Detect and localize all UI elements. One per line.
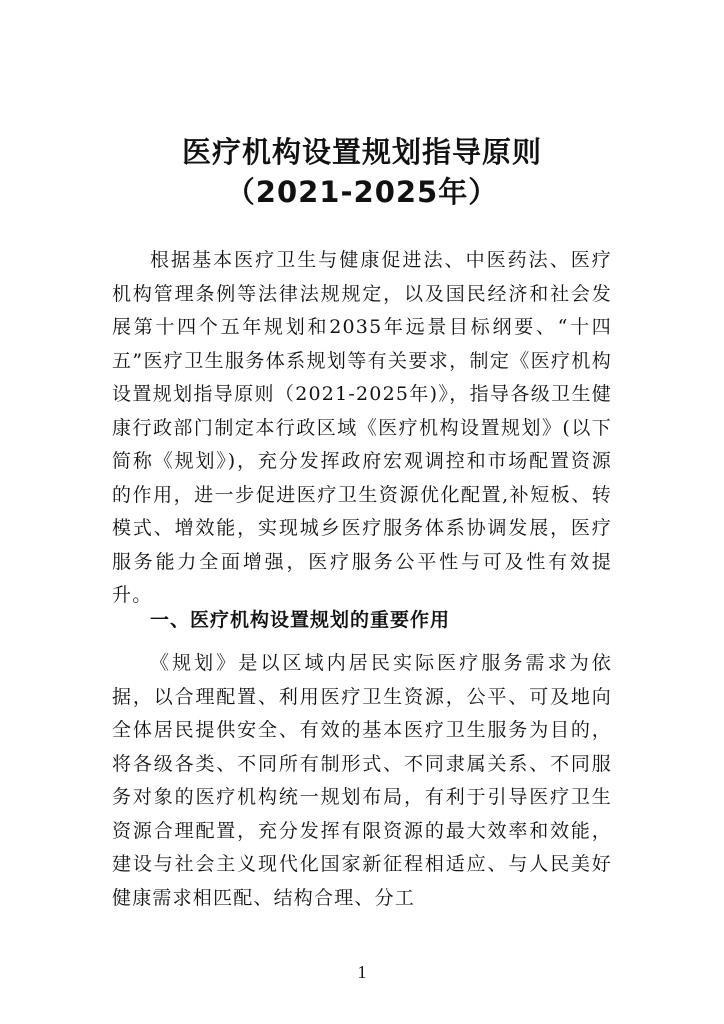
section-heading: 一、医疗机构设置规划的重要作用 — [150, 609, 451, 631]
document-subtitle: （2021-2025年） — [225, 175, 499, 209]
section-paragraph: 《规划》是以区域内居民实际医疗服务需求为依据，以合理配置、利用医疗卫生资源，公平、可及地向全体居民提供安全、有效的基本医疗卫生服务为目的，将各级各类、不同所有制形式、不同隶属关系、不同服务对象的医疗机构统一规划布局，有利于引导医疗卫生资源合理配置，充分发挥有限资源的最大效率和效能，建设与社会主义现代化国家新征程相适应、与人民美好健康需求相匹配、结构合理、分工 — [112, 652, 612, 909]
intro-paragraph: 根据基本医疗卫生与健康促进法、中医药法、医疗机构管理条例等法律法规规定，以及国民经济和社会发展第十四个五年规划和2035年远景目标纲要、“十四五”医疗卫生服务体系规划等有关要求，制定《医疗机构设置规划指导原则（2021-2025年)》，指导各级卫生健康行政部门制定本行政区域《医疗机构设置规划》(以下简称《规划》)，充分发挥政府宏观调控和市场配置资源的作用，进一步促进医疗卫生资源优化配置,补短板、转模式、增效能，实现城乡医疗服务体系协调发展，医疗服务能力全面增强，医疗服务公平性与可及性有效提升。 — [112, 249, 612, 606]
page-number: 1 — [357, 962, 367, 982]
document-title: 医疗机构设置规划指导原则 — [181, 135, 542, 169]
